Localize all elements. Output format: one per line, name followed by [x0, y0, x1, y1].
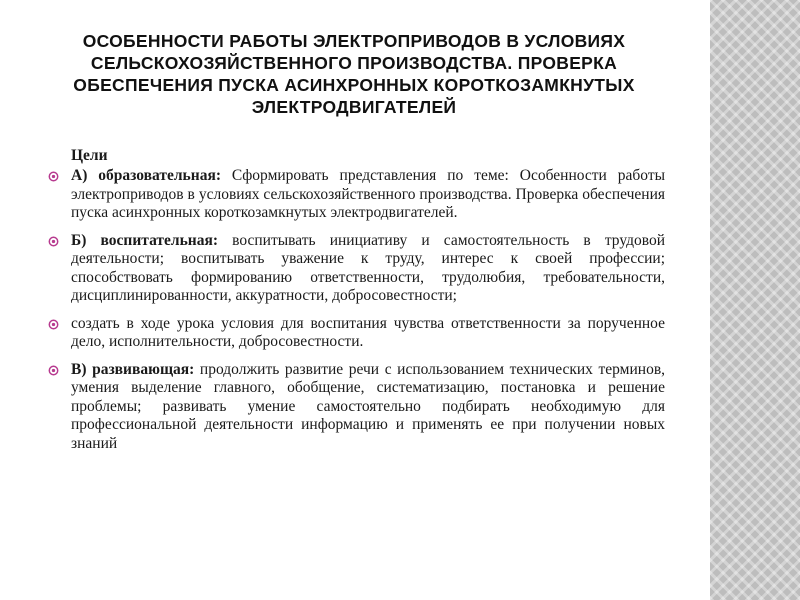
goal-lead: А) образовательная:	[71, 167, 221, 184]
goal-text: продолжить развитие речи с использованием технических терминов, умения выделение главного, обобщение, систематизацию, постановка и решение проблемы; развивать умение самостоятельно подбирать необходимую для профессиональной деятельности информацию и применять ее при получении новых знаний	[71, 360, 666, 452]
goal-text: Сформировать представления по теме: Особенности работы электроприводов в условиях сельскохозяйственного производства. Проверка обеспечения пуска асинхронных короткозамкнутых электродвигателей.	[71, 167, 666, 221]
slide-title: ОСОБЕННОСТИ РАБОТЫ ЭЛЕКТРОПРИВОДОВ В УСЛОВИЯХ СЕЛЬСКОХОЗЯЙСТВЕННОГО ПРОИЗВОДСТВА. ПРОВЕРКА ОБЕСПЕЧЕНИЯ ПУСКА АСИНХРОННЫХ КОРОТКОЗАМКНУТЫХ ЭЛЕКТРОДВИГАТЕЛЕЙ	[73, 31, 635, 117]
circle-bullet-icon	[48, 319, 59, 330]
goal-text: воспитывать инициативу и самостоятельность в трудовой деятельности; воспитывать уважение к труду, интерес к своей профессии; способствовать формированию ответственности, трудолюбия, требовательности, дисциплинированности, аккуратности, добросовестности;	[71, 231, 666, 304]
circle-bullet-icon	[48, 236, 59, 247]
goal-item-upbringing	[40, 232, 665, 306]
goals-list	[40, 167, 665, 462]
goal-lead: Б) воспитательная:	[71, 231, 219, 249]
goal-text: создать в ходе урока условия для воспитания чувства ответственности за порученное дело, исполнительности, добросовестности.	[71, 314, 665, 350]
goal-item-developmental	[40, 361, 665, 454]
goal-item-responsibility	[40, 315, 665, 352]
goal-lead: В) развивающая:	[71, 360, 195, 378]
decorative-side-strip	[710, 0, 800, 600]
circle-bullet-icon	[48, 365, 59, 376]
goals-heading: Цели	[71, 147, 108, 164]
goal-item-educational	[40, 167, 665, 223]
circle-bullet-icon	[48, 171, 59, 182]
